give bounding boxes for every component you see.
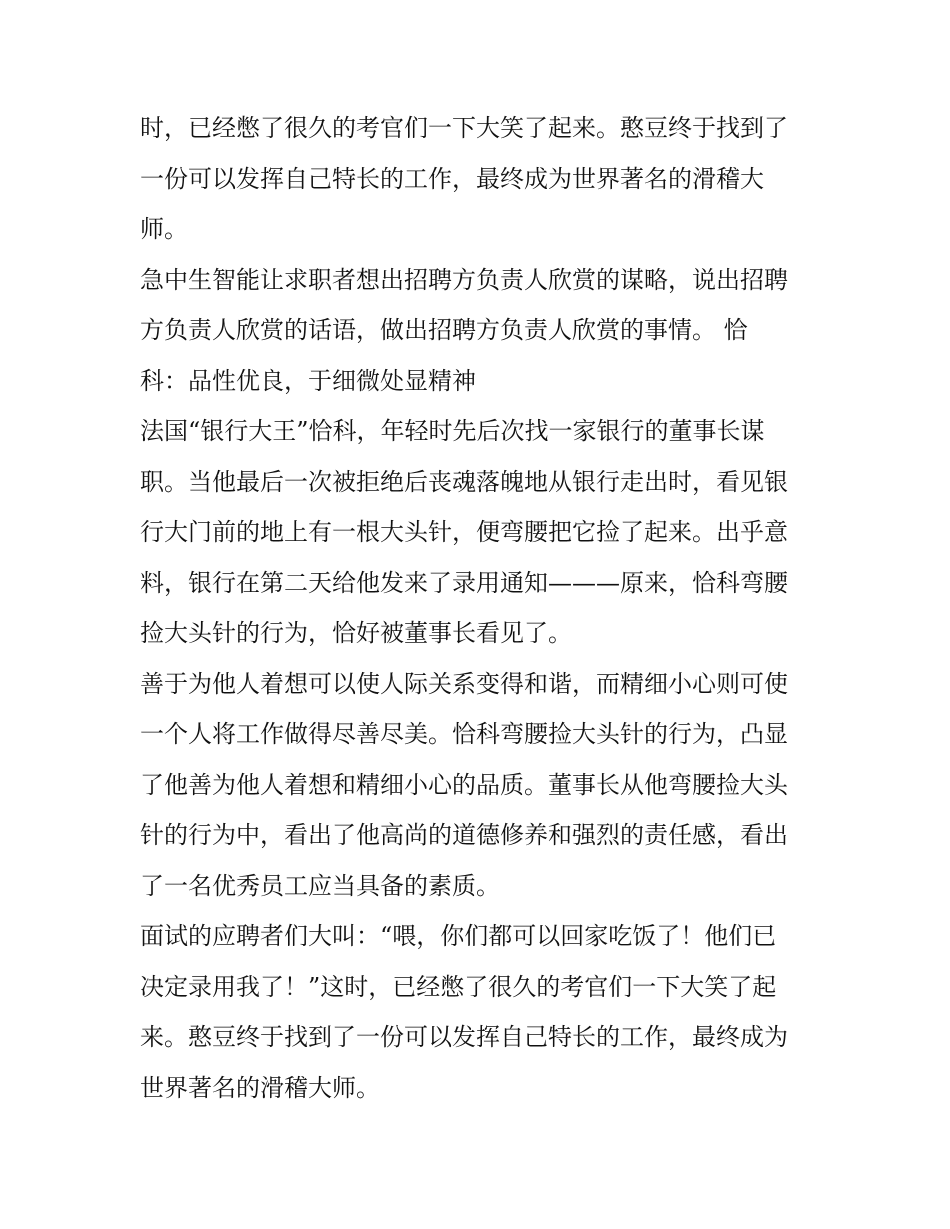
- text-line: 面试的应聘者们大叫：“喂，你们都可以回家吃饭了！他们已: [140, 922, 777, 950]
- text-line: 职。当他最后一次被拒绝后丧魂落魄地从银行走出时，看见银: [140, 467, 788, 496]
- text-line: 一份可以发挥自己特长的工作，最终成为世界著名的滑稽大: [140, 164, 764, 193]
- text-line: 捡大头针的行为，恰好被董事长看见了。: [140, 619, 572, 647]
- text-line: 行大门前的地上有一根大头针，便弯腰把它捡了起来。出乎意: [140, 518, 788, 546]
- text-line: 方负责人欣赏的话语，做出招聘方负责人欣赏的事情。 恰: [140, 316, 748, 344]
- text-line: 料，银行在第二天给他发来了录用通知———原来，恰科弯腰: [140, 568, 788, 597]
- text-line: 急中生智能让求职者想出招聘方负责人欣赏的谋略，说出招聘: [140, 265, 788, 294]
- text-line: 了他善为他人着想和精细小心的品质。董事长从他弯腰捡大头: [140, 770, 788, 799]
- text-line: 时，已经憋了很久的考官们一下大笑了起来。憨豆终于找到了: [140, 114, 788, 142]
- text-line: 一个人将工作做得尽善尽美。恰科弯腰捡大头针的行为，凸显: [140, 720, 788, 748]
- text-line: 善于为他人着想可以使人际关系变得和谐，而精细小心则可使: [140, 669, 788, 698]
- section-heading-line: 科：品性优良，于细微处显精神: [140, 366, 476, 395]
- text-line: 来。憨豆终于找到了一份可以发挥自己特长的工作，最终成为: [140, 1023, 788, 1051]
- text-line: 师。: [140, 215, 188, 243]
- text-line: 针的行为中，看出了他高尚的道德修养和强烈的责任感，看出: [140, 821, 788, 849]
- text-line: 了一名优秀员工应当具备的素质。: [140, 871, 500, 900]
- body-text: [140, 103, 820, 1113]
- text-line: 世界著名的滑稽大师。: [140, 1073, 380, 1102]
- text-line: 决定录用我了！”这时，已经憋了很久的考官们一下大笑了起: [140, 972, 777, 1001]
- text-line: 法国“银行大王”恰科，年轻时先后次找一家银行的董事长谋: [140, 417, 765, 445]
